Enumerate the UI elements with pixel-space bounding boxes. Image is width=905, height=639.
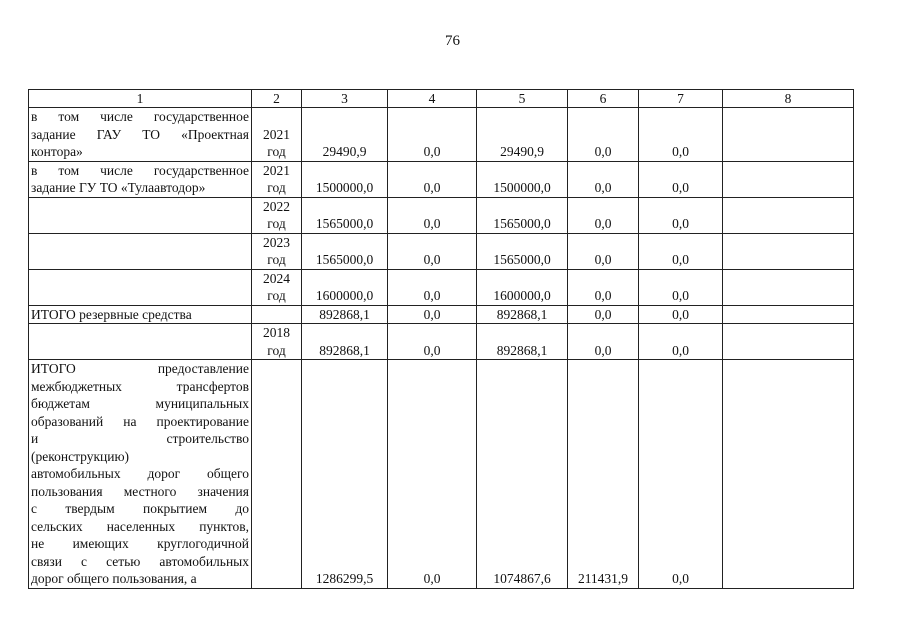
row-name-line: (реконструкцию) (31, 448, 130, 464)
value-cell-c5: 1074867,6 (477, 360, 568, 589)
year-cell (252, 161, 302, 197)
value-cell-c5: 29490,9 (477, 108, 568, 162)
row-name-line: ИТОГО резервные средства (31, 306, 192, 322)
value-cell-c3: 1600000,0 (302, 269, 388, 305)
value-cell-c5: 1500000,0 (477, 161, 568, 197)
value-cell-c4: 0,0 (388, 360, 477, 589)
value-cell-c4: 0,0 (388, 269, 477, 305)
row-name-line: в том числе государственное (31, 109, 249, 124)
row-name-line: задание ГУ ТО «Тулаавтодор» (31, 180, 206, 195)
value-cell-c5: 1565000,0 (477, 233, 568, 269)
table-row (29, 360, 854, 589)
year-cell (252, 305, 302, 324)
value-cell-c6: 211431,9 (568, 360, 639, 589)
value-cell-c8 (723, 108, 854, 162)
budget-table (28, 89, 854, 589)
value-cell-c6: 0,0 (568, 324, 639, 360)
value-cell-c5: 1565000,0 (477, 197, 568, 233)
value-cell-c6: 0,0 (568, 269, 639, 305)
table-row (29, 233, 854, 269)
value-cell-c8 (723, 324, 854, 360)
row-name-line: и строительство (31, 431, 249, 446)
table-row (29, 324, 854, 360)
year-line: год (267, 288, 286, 303)
column-header: 8 (723, 90, 854, 108)
value-cell-c4: 0,0 (388, 305, 477, 324)
value-cell-c4: 0,0 (388, 197, 477, 233)
row-name-cell (29, 269, 252, 305)
row-name-line: дорог общего пользования, а (31, 571, 197, 586)
row-name-line: контора» (31, 144, 83, 159)
table-row (29, 197, 854, 233)
column-header: 2 (252, 90, 302, 108)
value-cell-c4: 0,0 (388, 233, 477, 269)
table-row (29, 269, 854, 305)
year-line: 2022 (263, 198, 290, 214)
year-cell (252, 269, 302, 305)
row-name-line: образований на проектирование (31, 413, 249, 429)
table-row (29, 305, 854, 324)
year-line: 2021 (263, 126, 290, 142)
value-cell-c3: 1565000,0 (302, 197, 388, 233)
value-cell-c7: 0,0 (639, 269, 723, 305)
row-name-line: задание ГАУ ТО «Проектная (31, 126, 249, 142)
value-cell-c6: 0,0 (568, 305, 639, 324)
column-header: 3 (302, 90, 388, 108)
value-cell-c5: 1600000,0 (477, 269, 568, 305)
year-line: год (267, 342, 286, 358)
value-cell-c6: 0,0 (568, 161, 639, 197)
value-cell-c5: 892868,1 (477, 305, 568, 324)
row-name-line: пользования местного значения (31, 483, 249, 499)
row-name-cell (29, 108, 252, 162)
column-number-row (29, 90, 854, 108)
column-header: 6 (568, 90, 639, 108)
value-cell-c6: 0,0 (568, 197, 639, 233)
row-name-cell (29, 197, 252, 233)
row-name-line: ИТОГО предоставление (31, 361, 249, 376)
value-cell-c7: 0,0 (639, 305, 723, 324)
value-cell-c8 (723, 305, 854, 324)
page-number: 76 (445, 33, 460, 49)
value-cell-c6: 0,0 (568, 108, 639, 162)
year-line: 2023 (263, 234, 290, 250)
year-line: 2018 (263, 325, 290, 340)
value-cell-c7: 0,0 (639, 360, 723, 589)
value-cell-c3: 1286299,5 (302, 360, 388, 589)
row-name-line: сельских населенных пунктов, (31, 518, 249, 534)
row-name-cell (29, 161, 252, 197)
value-cell-c8 (723, 233, 854, 269)
column-header: 4 (388, 90, 477, 108)
value-cell-c7: 0,0 (639, 108, 723, 162)
value-cell-c4: 0,0 (388, 108, 477, 162)
row-name-line: автомобильных дорог общего (31, 466, 249, 481)
value-cell-c4: 0,0 (388, 324, 477, 360)
value-cell-c4: 0,0 (388, 161, 477, 197)
row-name-cell (29, 305, 252, 324)
row-name-cell (29, 360, 252, 589)
year-line: год (267, 144, 286, 159)
value-cell-c3: 1500000,0 (302, 161, 388, 197)
table-body (29, 90, 854, 589)
value-cell-c3: 892868,1 (302, 324, 388, 360)
value-cell-c8 (723, 197, 854, 233)
value-cell-c8 (723, 360, 854, 589)
year-cell (252, 197, 302, 233)
year-cell (252, 360, 302, 589)
year-line: 2024 (263, 270, 290, 286)
year-line: год (267, 180, 286, 195)
column-header: 1 (29, 90, 252, 108)
year-cell (252, 108, 302, 162)
row-name-line: межбюджетных трансфертов (31, 378, 249, 394)
value-cell-c8 (723, 161, 854, 197)
table-row (29, 108, 854, 162)
row-name-line: с твердым покрытием до (31, 501, 249, 516)
table-row (29, 161, 854, 197)
column-header: 7 (639, 90, 723, 108)
column-header: 5 (477, 90, 568, 108)
row-name-line: бюджетам муниципальных (31, 396, 249, 411)
value-cell-c6: 0,0 (568, 233, 639, 269)
value-cell-c7: 0,0 (639, 324, 723, 360)
row-name-line: не имеющих круглогодичной (31, 536, 249, 551)
value-cell-c5: 892868,1 (477, 324, 568, 360)
year-cell (252, 233, 302, 269)
value-cell-c3: 892868,1 (302, 305, 388, 324)
year-cell (252, 324, 302, 360)
value-cell-c7: 0,0 (639, 233, 723, 269)
row-name-cell (29, 233, 252, 269)
value-cell-c3: 1565000,0 (302, 233, 388, 269)
row-name-line: связи с сетью автомобильных (31, 553, 249, 569)
year-line: год (267, 252, 286, 267)
year-line: год (267, 216, 286, 231)
value-cell-c7: 0,0 (639, 197, 723, 233)
value-cell-c8 (723, 269, 854, 305)
row-name-line: в том числе государственное (31, 162, 249, 178)
value-cell-c7: 0,0 (639, 161, 723, 197)
year-line: 2021 (263, 162, 290, 178)
row-name-cell (29, 324, 252, 360)
value-cell-c3: 29490,9 (302, 108, 388, 162)
